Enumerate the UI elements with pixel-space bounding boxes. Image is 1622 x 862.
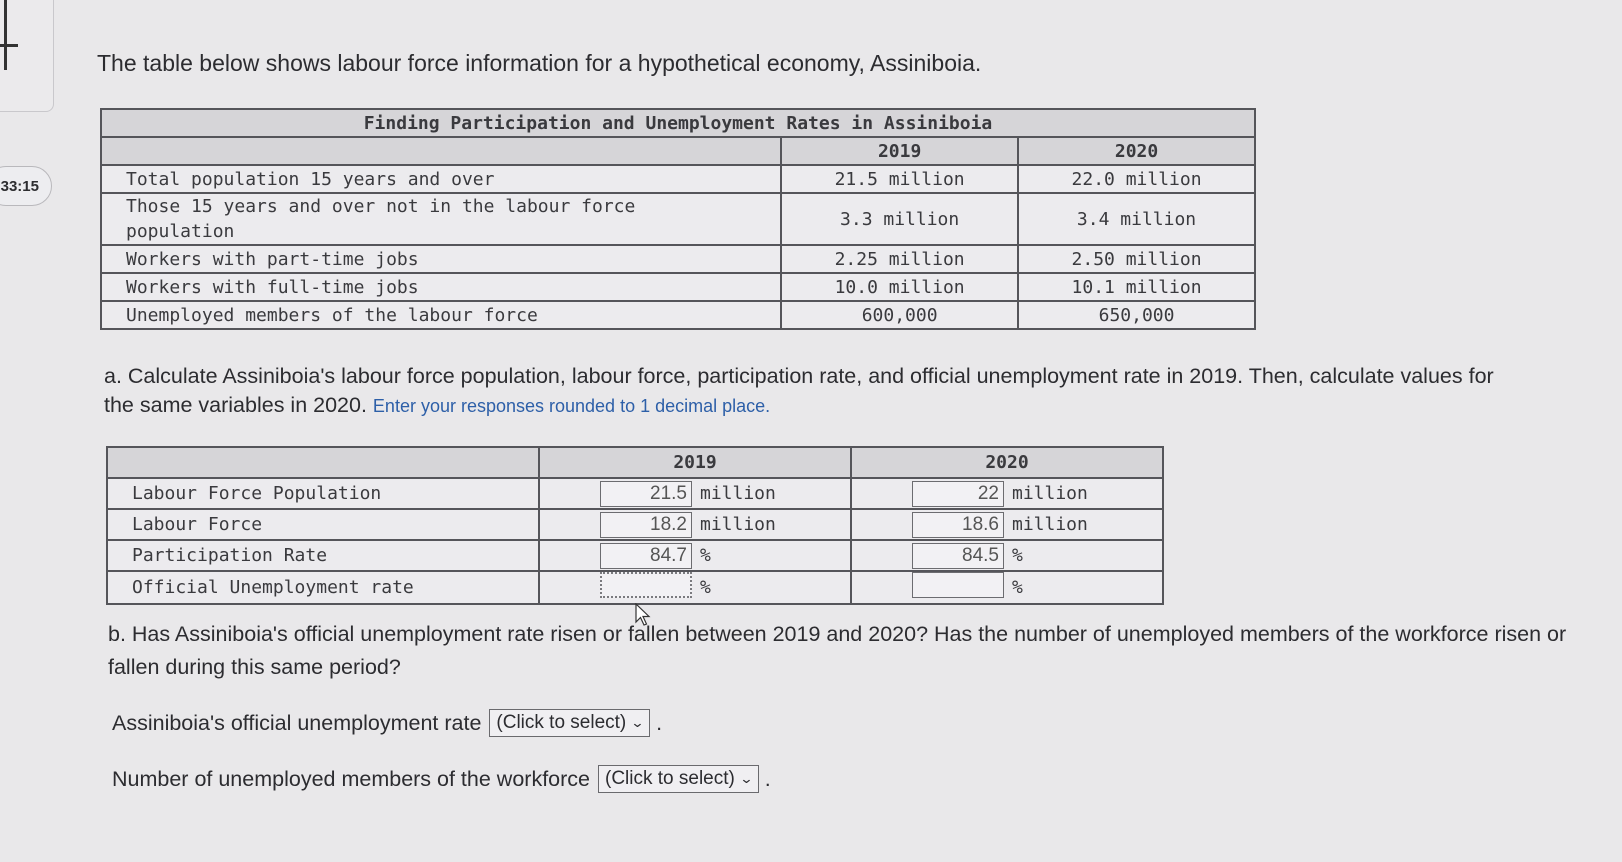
unit-label: % — [692, 540, 851, 571]
row-label: Workers with part-time jobs — [101, 245, 781, 273]
table-row — [107, 540, 1163, 571]
row-label: Participation Rate — [107, 540, 539, 571]
unit-label: million — [1004, 509, 1163, 540]
value-2019: 21.5 million — [781, 165, 1018, 193]
unemployed-members-answer — [112, 765, 771, 793]
row-label: Labour Force — [107, 509, 539, 540]
unemployed-members-select[interactable] — [598, 765, 759, 793]
sentence-end: . — [764, 766, 771, 791]
table-row — [107, 509, 1163, 540]
table-row — [101, 245, 1255, 273]
table-row — [101, 193, 1255, 245]
participation-rate-2020-input[interactable]: 84.5 — [912, 543, 1004, 569]
value-2019: 10.0 million — [781, 273, 1018, 301]
chevron-down-icon: ⌄ — [739, 771, 754, 786]
question-a-text: a. Calculate Assiniboia's labour force population, labour force, participation rate, and official unemployment rate in 2019. Then, calculate values for the same variables in 2020. — [104, 364, 1494, 417]
answer-label: Number of unemployed members of the workforce — [112, 766, 590, 791]
unemployment-rate-select[interactable] — [489, 709, 650, 737]
sentence-end: . — [656, 710, 663, 735]
value-2020: 10.1 million — [1018, 273, 1255, 301]
select-text: (Click to select) — [496, 712, 627, 733]
table-row — [101, 165, 1255, 193]
row-label: Those 15 years and over not in the labour force population — [101, 193, 781, 245]
table-row — [107, 478, 1163, 509]
table-header-2020: 2020 — [1018, 137, 1255, 165]
unit-label: % — [1004, 540, 1163, 571]
unit-label: million — [692, 478, 851, 509]
value-2019: 2.25 million — [781, 245, 1018, 273]
value-2020: 22.0 million — [1018, 165, 1255, 193]
value-2020: 3.4 million — [1018, 193, 1255, 245]
row-label: Labour Force Population — [107, 478, 539, 509]
table-row — [101, 273, 1255, 301]
unit-label: % — [692, 571, 851, 604]
labour-force-population-2020-input[interactable]: 22 — [912, 481, 1004, 507]
value-2020: 2.50 million — [1018, 245, 1255, 273]
answer-header-blank — [107, 447, 539, 478]
value-2020: 650,000 — [1018, 301, 1255, 329]
unit-label: million — [1004, 478, 1163, 509]
labour-force-population-2019-input[interactable]: 21.5 — [600, 481, 692, 507]
unit-label: % — [1004, 571, 1163, 604]
value-2019: 600,000 — [781, 301, 1018, 329]
labour-force-2019-input[interactable]: 18.2 — [600, 512, 692, 538]
labour-data-table — [100, 108, 1256, 330]
table-row — [101, 301, 1255, 329]
select-text: (Click to select) — [605, 768, 735, 789]
answer-label: Assiniboia's official unemployment rate — [112, 710, 482, 735]
table-row — [107, 571, 1163, 604]
progress-marker — [0, 0, 14, 70]
intro-text: The table below shows labour force information for a hypothetical economy, Assiniboia. — [97, 50, 982, 76]
table-header-2019: 2019 — [781, 137, 1018, 165]
row-label: Workers with full-time jobs — [101, 273, 781, 301]
answer-header-2020: 2020 — [851, 447, 1163, 478]
row-label: Unemployed members of the labour force — [101, 301, 781, 329]
question-b: b. Has Assiniboia's official unemployment rate risen or fallen between 2019 and 2020? Has the number of unemployed members of the workforce risen or fallen during this same period? — [108, 622, 1567, 679]
answer-header-2019: 2019 — [539, 447, 851, 478]
question-a-hint: Enter your responses rounded to 1 decimal place. — [372, 396, 771, 416]
answer-table — [106, 446, 1164, 605]
row-label: Total population 15 years and over — [101, 165, 781, 193]
chevron-down-icon: ⌄ — [630, 715, 645, 730]
question-a — [104, 362, 1504, 421]
unit-label: million — [692, 509, 851, 540]
table-header-blank — [101, 137, 781, 165]
unemployment-rate-2019-input[interactable] — [600, 572, 692, 598]
unemployment-rate-answer — [112, 709, 662, 737]
timer-badge: 33:15 — [0, 166, 52, 206]
participation-rate-2019-input[interactable]: 84.7 — [600, 543, 692, 569]
value-2019: 3.3 million — [781, 193, 1018, 245]
unemployment-rate-2020-input[interactable] — [912, 572, 1004, 598]
labour-force-2020-input[interactable]: 18.6 — [912, 512, 1004, 538]
row-label: Official Unemployment rate — [107, 571, 539, 604]
table-title: Finding Participation and Unemployment Rates in Assiniboia — [101, 109, 1255, 137]
